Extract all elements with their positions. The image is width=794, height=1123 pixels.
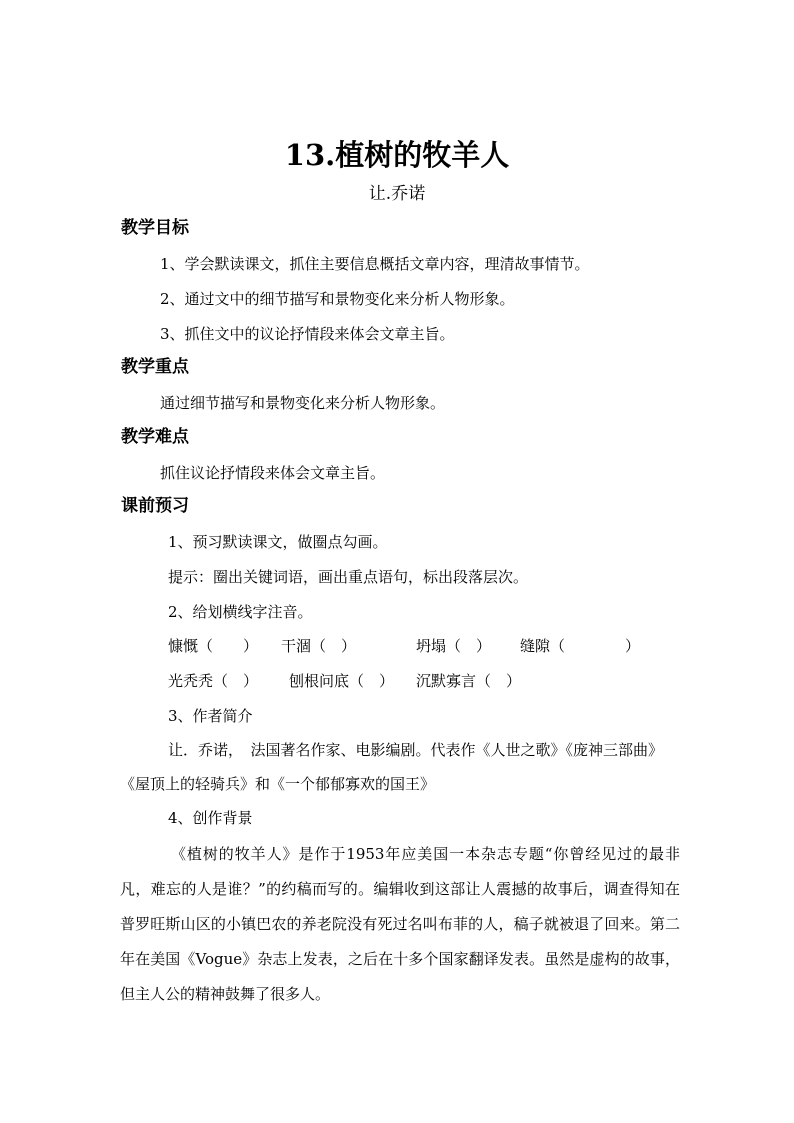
author-name: 让.乔诺 [368, 184, 426, 204]
pinyin-word: 光秃秃（ ） [168, 672, 259, 690]
pinyin-word: 沉默寡言（ ） [416, 672, 522, 690]
preview-item: 3、作者简介 [168, 707, 253, 725]
difficulties-text: 抓住议论抒情段来体会文章主旨。 [160, 464, 386, 482]
preview-item: 2、给划横线字注音。 [168, 603, 313, 621]
section-heading-objectives: 教学目标 [121, 218, 189, 238]
pinyin-word: 慷慨（ ） [168, 637, 259, 655]
pinyin-word: 缝隙（ ） [520, 637, 641, 655]
objective-item: 2、通过文中的细节描写和景物变化来分析人物形象。 [160, 290, 515, 308]
page-title: 13.植树的牧羊人 [284, 138, 510, 172]
preview-item: 1、预习默读课文，做圈点勾画。 [168, 533, 388, 551]
pinyin-word: 干涸（ ） [281, 637, 357, 655]
background-text: 《植树的牧羊人》是作于1953年应美国一本杂志专题“你曾经见过的最非凡，难忘的人是谁？”的约稿而写的。编辑收到这部让人震撼的故事后，调查得知在普罗旺斯山区的小镇巴农的养老院没有死过名叫布菲的人，稿子就被退了回来。第二年在美国《Vogue》杂志上发表，之后在十多个国家翻译发表。虽然是虚构的故事，但主人公的精神鼓舞了很多人。 [120, 845, 680, 1003]
author-intro-line: 《屋顶上的轻骑兵》和《一个郁郁寡欢的国王》 [120, 775, 436, 793]
author-intro-line: 让．乔诺， 法国著名作家、电影编剧。代表作《人世之歌》《庞神三部曲》 [168, 741, 664, 759]
section-heading-preview: 课前预习 [121, 496, 189, 516]
key-points-text: 通过细节描写和景物变化来分析人物形象。 [160, 394, 446, 412]
background-paragraph [120, 837, 680, 1012]
pinyin-word: 刨根问底（ ） [289, 672, 395, 690]
section-heading-difficulties: 教学难点 [121, 427, 189, 447]
preview-item: 4、创作背景 [168, 809, 253, 827]
section-heading-key-points: 教学重点 [121, 357, 189, 377]
objective-item: 1、学会默读课文，抓住主要信息概括文章内容，理清故事情节。 [160, 255, 590, 273]
objective-item: 3、抓住文中的议论抒情段来体会文章主旨。 [160, 325, 455, 343]
preview-hint: 提示：圈出关键词语，画出重点语句，标出段落层次。 [168, 568, 529, 586]
pinyin-word: 坍塌（ ） [416, 637, 492, 655]
